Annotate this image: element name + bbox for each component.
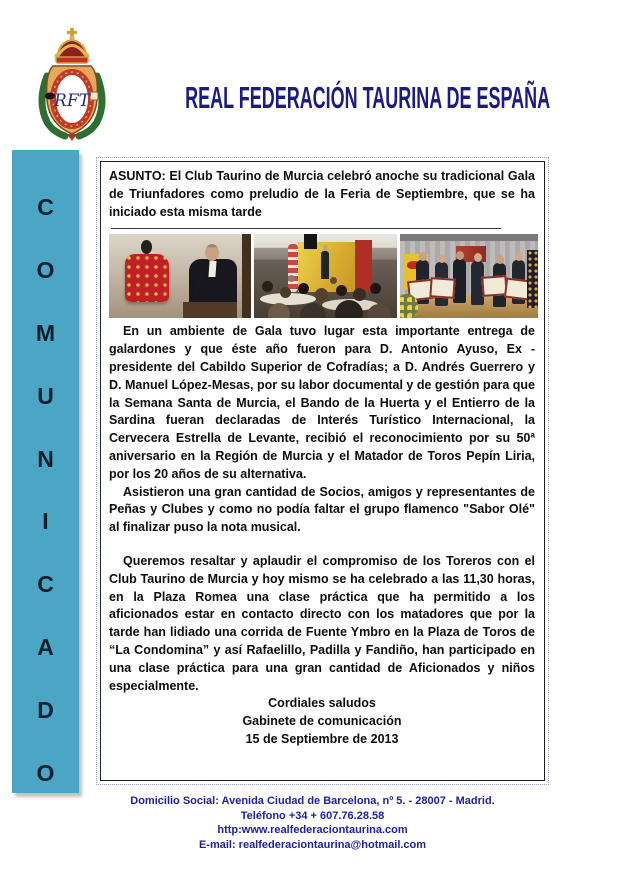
closing-office: Gabinete de comunicación bbox=[242, 714, 402, 729]
paragraph-spacer bbox=[109, 537, 535, 553]
photo-award-recipients bbox=[400, 234, 538, 318]
crest-monogram: RFT bbox=[54, 91, 90, 111]
closing-salutation: Cordiales saludos bbox=[268, 696, 376, 711]
content-frame-dotted bbox=[96, 157, 549, 785]
banner-letter: O bbox=[36, 256, 55, 283]
closing-date: 15 de Septiembre de 2013 bbox=[245, 731, 399, 746]
banner-letter: U bbox=[37, 382, 54, 409]
underscore-divider bbox=[111, 228, 501, 229]
stage-valance bbox=[400, 234, 538, 241]
footer-address: Domicilio Social: Avenida Ciudad de Barcelona, nº 5. - 28007 - Madrid. bbox=[130, 795, 495, 807]
body-paragraph-toreros: Queremos resaltar y aplaudir el compromiso de los Toreros con el Club Taurino de Murcia y hoy mismo se ha celebrado a las 11,30 horas, en la Plaza Romea una clase práctica que ha permitido a los aficionados estar en contacto directo con los matadores que por la tarde han lidiado una corrida de Fuente Ymbro en la Plaza de Toros de “La Condomina” y así Rafaelillo, Padilla y Fandiño, han participado en una clase práctica para una gran cantidad de Aficionados y niños especialmente. bbox=[109, 553, 535, 693]
header-title-wrap bbox=[176, 80, 560, 116]
subject-heading: ASUNTO: El Club Taurino de Murcia celebró anoche su tradicional Gala de Triunfadores como preludio de la Feria de Septiembre, que se ha iniciado esta misma tarde bbox=[109, 169, 535, 219]
red-bullfighter-jacket bbox=[125, 254, 169, 302]
body-paragraph-awards: En un ambiente de Gala tuvo lugar esta importante entrega de galardones y que éste año fueron para D. Antonio Ayuso, Ex - presidente del Cabildo Superior de Cofradías; a D. Andrés Guerrero y D. Manuel López-Mesas, por su labor documental y de gestión para que la Semana Santa de Murcia, el Bando de la Huerta y el Entierro de la Sardina fueran declaradas de Interés Turístico Internacional, la Cervecera Estrella de Levante, recibió el reconocimiento por su 50ª aniversario en la Región de Murcia y el Matador de Toros Pepín Liria, por los 20 años de su alternativa. bbox=[109, 324, 535, 481]
banner-letter: A bbox=[37, 634, 54, 661]
federation-crest-logo bbox=[33, 26, 111, 142]
photo-speaker-at-podium bbox=[109, 234, 251, 318]
banner-letter: D bbox=[37, 697, 54, 723]
banner-letter: N bbox=[37, 445, 54, 472]
banner-letter: C bbox=[37, 194, 54, 220]
floral-column bbox=[288, 244, 298, 292]
red-banner bbox=[456, 246, 486, 262]
red-panel bbox=[355, 240, 372, 292]
flower-arrangement bbox=[400, 294, 418, 318]
banner-letter: O bbox=[36, 759, 55, 786]
mannequin-head bbox=[141, 240, 152, 254]
footer-phone: Teléfono +34 + 607.76.28.58 bbox=[240, 809, 385, 822]
photo-gala-dinner bbox=[254, 234, 397, 318]
banner-letter: C bbox=[37, 571, 54, 598]
standing-speaker bbox=[321, 251, 329, 279]
body-paragraph-attendees: Asistieron una gran cantidad de Socios, amigos y representantes de Peñas y Clubes y como no podía faltar el grupo flamenco "Sabor Olé" al finalizar puso la nota musical. bbox=[109, 484, 535, 535]
banner-letter: I bbox=[42, 508, 49, 535]
foreground-guests bbox=[268, 303, 290, 318]
photo-strip bbox=[109, 234, 535, 318]
footer-email: E-mail: realfederaciontaurina@hotmail.com bbox=[198, 838, 427, 851]
banquet-tables bbox=[260, 293, 316, 305]
loudspeaker bbox=[304, 234, 317, 249]
podium bbox=[183, 302, 237, 318]
footer-contact-block bbox=[0, 794, 625, 852]
framed-diploma bbox=[429, 278, 455, 300]
speaker-shirt bbox=[208, 261, 216, 277]
footer-website: http:www.realfederaciontaurina.com bbox=[217, 824, 408, 836]
content-frame-solid bbox=[100, 161, 545, 781]
banner-letter: M bbox=[35, 319, 56, 346]
audience-heads bbox=[262, 281, 273, 292]
page-title: REAL FEDERACIÓN TAURINA DE ESPAÑA bbox=[185, 80, 551, 115]
curtain bbox=[242, 234, 251, 318]
matador-outfit-display bbox=[527, 250, 538, 308]
comunicado-vertical-banner bbox=[12, 150, 79, 793]
